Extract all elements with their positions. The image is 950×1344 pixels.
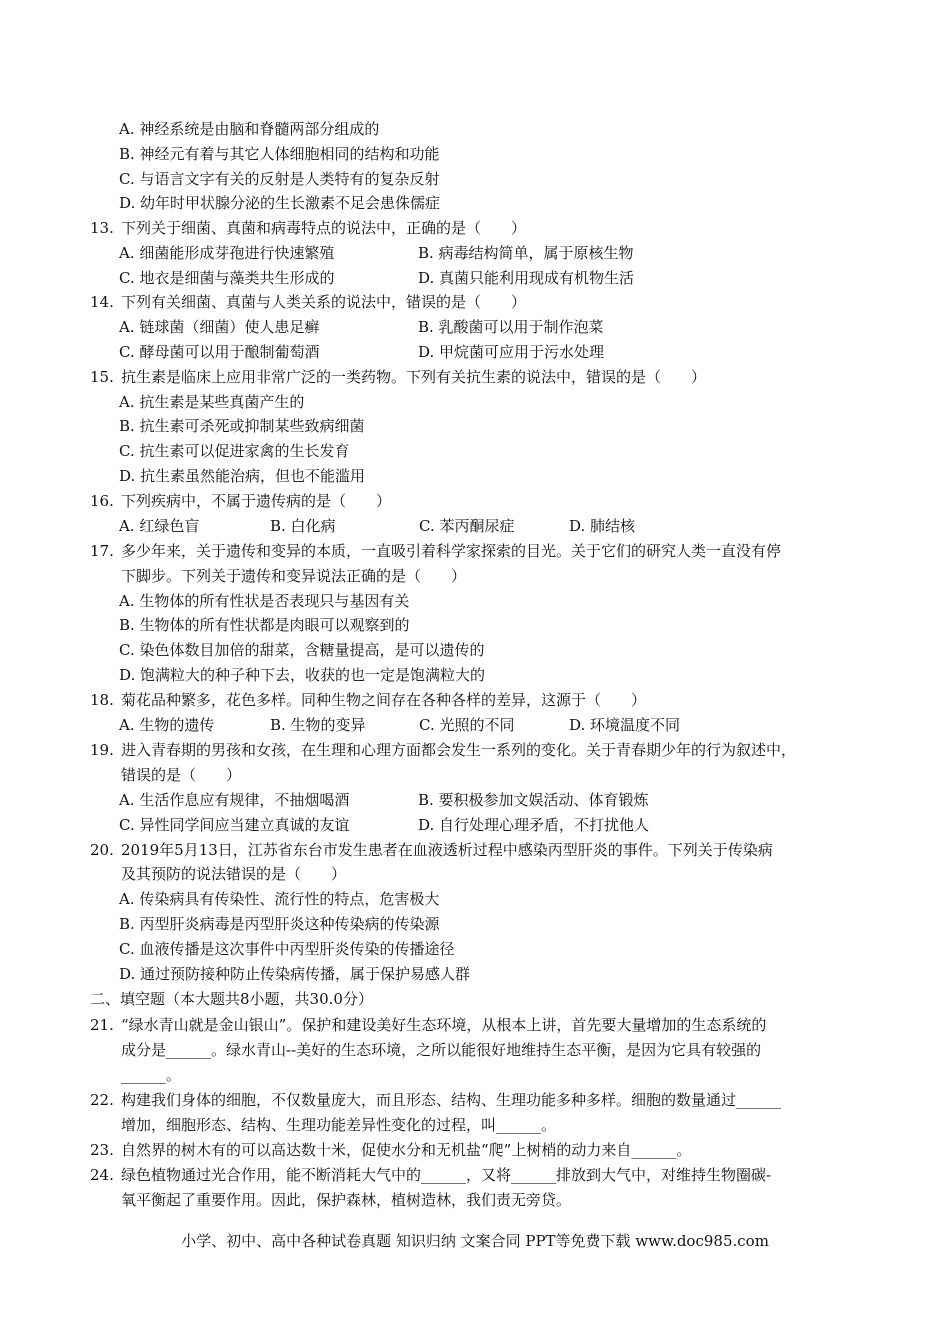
section-fill-in-title: 二、填空题（本大题共8小题，共30.0分） xyxy=(90,990,373,1008)
q18-number: 18. xyxy=(90,691,114,709)
q19-option-a: A. 生活作息应有规律，不抽烟喝酒 xyxy=(119,791,350,809)
q22-line1: 构建我们身体的细胞，不仅数量庞大，而且形态、结构、生理功能多种多样。细胞的数量通过______ xyxy=(121,1091,782,1109)
q19-option-d: D. 自行处理心理矛盾，不打扰他人 xyxy=(418,816,650,834)
q16-number: 16. xyxy=(90,492,114,510)
q24-line1: 绿色植物通过光合作用，能不断消耗大气中的______，又将______排放到大气中，对维持生物圈碳- xyxy=(121,1166,772,1184)
q20-option-b: B. 丙型肝炎病毒是丙型肝炎这种传染病的传染源 xyxy=(119,915,440,933)
q13-option-d: D. 真菌只能利用现成有机物生活 xyxy=(418,269,635,287)
q17-option-d: D. 饱满粒大的种子种下去，收获的也一定是饱满粒大的 xyxy=(119,666,486,684)
q17-option-b: B. 生物体的所有性状都是肉眼可以观察到的 xyxy=(119,616,410,634)
q16-option-a: A. 红绿色盲 xyxy=(119,517,200,535)
q21-line1: “绿水青山就是金山银山”。保护和建设美好生态环境，从根本上讲，首先要大量增加的生态系统的 xyxy=(121,1016,767,1034)
q13-number: 13. xyxy=(90,219,114,237)
q15-option-b: B. 抗生素可杀死或抑制某些致病细菌 xyxy=(119,417,365,435)
q20-number: 20. xyxy=(90,841,114,859)
q19-stem-line1: 进入青春期的男孩和女孩，在生理和心理方面都会发生一系列的变化。关于青春期少年的行为叙述中， xyxy=(121,741,797,759)
q24-line2: 氧平衡起了重要作用。因此，保护森林，植树造林，我们责无旁贷。 xyxy=(121,1191,572,1209)
q14-option-a: A. 链球菌（细菌）使人患足癣 xyxy=(119,318,320,336)
q13-option-a: A. 细菌能形成芽孢进行快速繁殖 xyxy=(119,244,335,262)
q20-option-d: D. 通过预防接种防止传染病传播，属于保护易感人群 xyxy=(119,965,471,983)
q19-number: 19. xyxy=(90,741,114,759)
q14-stem: 下列有关细菌、真菌与人类关系的说法中，错误的是（ ） xyxy=(121,293,527,311)
q16-option-b: B. 白化病 xyxy=(270,517,336,535)
q15-option-d: D. 抗生素虽然能治病，但也不能滥用 xyxy=(119,467,366,485)
q16-stem: 下列疾病中，不属于遗传病的是（ ） xyxy=(121,492,392,510)
q12-option-c: C. 与语言文字有关的反射是人类特有的复杂反射 xyxy=(119,170,440,188)
q13-option-c: C. 地衣是细菌与藻类共生形成的 xyxy=(119,269,335,287)
q21-line3: ______。 xyxy=(121,1066,182,1084)
q17-number: 17. xyxy=(90,542,114,560)
q18-option-c: C. 光照的不同 xyxy=(419,716,515,734)
q21-line2: 成分是______。绿水青山--美好的生态环境，之所以能很好地维持生态平衡，是因为它具有较强的 xyxy=(121,1041,762,1059)
q20-stem-line1: 2019年5月13日，江苏省东台市发生患者在血液透析过程中感染丙型肝炎的事件。下列关于传染病 xyxy=(121,841,773,859)
q12-option-b: B. 神经元有着与其它人体细胞相同的结构和功能 xyxy=(119,145,440,163)
q21-number: 21. xyxy=(90,1016,114,1034)
q19-stem-line2: 错误的是（ ） xyxy=(121,766,242,784)
q23-line1: 自然界的树木有的可以高达数十米，促使水分和无机盐“爬”上树梢的动力来自______。 xyxy=(121,1141,692,1159)
page-footer: 小学、初中、高中各种试卷真题 知识归纳 文案合同 PPT等免费下载 www.doc985.com xyxy=(181,1232,769,1250)
q13-option-b: B. 病毒结构简单，属于原核生物 xyxy=(418,244,634,262)
q18-option-b: B. 生物的变异 xyxy=(270,716,366,734)
q15-stem: 抗生素是临床上应用非常广泛的一类药物。下列有关抗生素的说法中，错误的是（ ） xyxy=(121,368,707,386)
q15-option-c: C. 抗生素可以促进家禽的生长发育 xyxy=(119,442,350,460)
q24-number: 24. xyxy=(90,1166,114,1184)
q12-option-a: A. 神经系统是由脑和脊髓两部分组成的 xyxy=(119,120,380,138)
q14-option-c: C. 酵母菌可以用于酿制葡萄酒 xyxy=(119,343,320,361)
q15-option-a: A. 抗生素是某些真菌产生的 xyxy=(119,393,305,411)
q15-number: 15. xyxy=(90,368,114,386)
q22-number: 22. xyxy=(90,1091,114,1109)
q20-option-c: C. 血液传播是这次事件中丙型肝炎传染的传播途径 xyxy=(119,940,455,958)
q13-stem: 下列关于细菌、真菌和病毒特点的说法中，正确的是（ ） xyxy=(121,219,527,237)
q14-option-d: D. 甲烷菌可应用于污水处理 xyxy=(418,343,605,361)
q19-option-b: B. 要积极参加文娱活动、体育锻炼 xyxy=(418,791,649,809)
q14-number: 14. xyxy=(90,293,114,311)
q17-stem-line2: 下脚步。下列关于遗传和变异说法正确的是（ ） xyxy=(121,567,467,585)
q20-option-a: A. 传染病具有传染性、流行性的特点，危害极大 xyxy=(119,890,440,908)
q17-stem-line1: 多少年来，关于遗传和变异的本质，一直吸引着科学家探索的目光。关于它们的研究人类一直没有停 xyxy=(121,542,782,560)
q12-option-d: D. 幼年时甲状腺分泌的生长激素不足会患侏儒症 xyxy=(119,194,441,212)
q18-stem: 菊花品种繁多，花色多样。同种生物之间存在各种各样的差异，这源于（ ） xyxy=(121,691,647,709)
q19-option-c: C. 异性同学间应当建立真诚的友谊 xyxy=(119,816,350,834)
q18-option-d: D. 环境温度不同 xyxy=(569,716,681,734)
q22-line2: 增加，细胞形态、结构、生理功能差异性变化的过程，叫______。 xyxy=(121,1116,557,1134)
q14-option-b: B. 乳酸菌可以用于制作泡菜 xyxy=(418,318,604,336)
q16-option-c: C. 苯丙酮尿症 xyxy=(419,517,515,535)
q17-option-a: A. 生物体的所有性状是否表现只与基因有关 xyxy=(119,592,410,610)
q17-option-c: C. 染色体数目加倍的甜菜，含糖量提高，是可以遗传的 xyxy=(119,641,485,659)
q18-option-a: A. 生物的遗传 xyxy=(119,716,215,734)
q20-stem-line2: 及其预防的说法错误的是（ ） xyxy=(121,865,347,883)
q16-option-d: D. 肺结核 xyxy=(569,517,636,535)
q23-number: 23. xyxy=(90,1141,114,1159)
